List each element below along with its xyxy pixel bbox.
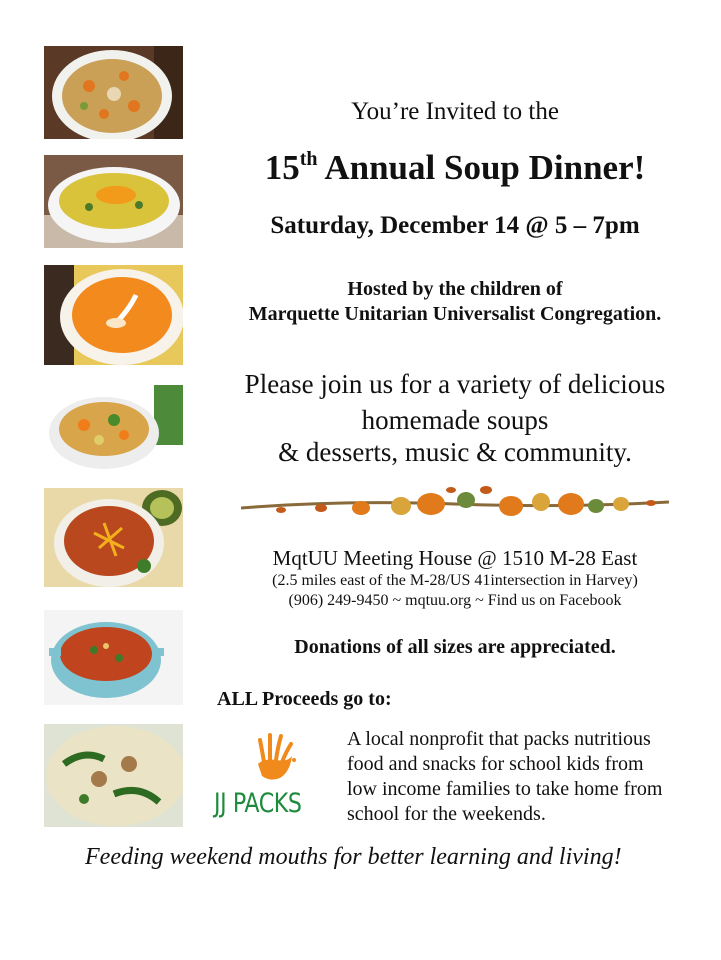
hand-icon bbox=[254, 732, 298, 784]
title-ordinal-suffix: th bbox=[299, 148, 318, 170]
beneficiary-description-line-3: low income families to take home from bbox=[347, 778, 663, 800]
event-title bbox=[200, 148, 710, 188]
soup-photo-broccoli-cheddar bbox=[44, 155, 183, 248]
soup-photo-tortilla bbox=[44, 488, 183, 587]
beneficiary-description-line-1: A local nonprofit that packs nutritious bbox=[347, 728, 651, 750]
host-line-1: Hosted by the children of bbox=[347, 278, 563, 300]
invite-line: You’re Invited to the bbox=[351, 98, 559, 125]
venue-directions: (2.5 miles east of the M-28/US 41intersection in Harvey) bbox=[272, 572, 638, 589]
contact-info: (906) 249-9450 ~ mqtuu.org ~ Find us on Facebook bbox=[288, 592, 622, 609]
soup-photo-vegetable bbox=[44, 385, 183, 472]
title-rest: Annual Soup Dinner! bbox=[324, 148, 646, 187]
venue-address: MqtUU Meeting House @ 1510 M-28 East bbox=[272, 546, 638, 570]
title-ordinal-number: 15 bbox=[264, 148, 300, 187]
autumn-garland-divider bbox=[241, 478, 669, 530]
join-line-1: Please join us for a variety of delicious bbox=[244, 369, 666, 399]
jj-packs-logo bbox=[210, 728, 340, 828]
event-date: Saturday, December 14 @ 5 – 7pm bbox=[270, 212, 640, 239]
beneficiary-description-line-2: food and snacks for school kids from bbox=[347, 753, 644, 775]
soup-photo-chicken-noodle bbox=[44, 46, 183, 139]
jj-packs-logo-text: JJ PACKS bbox=[214, 788, 302, 819]
beneficiary-description-line-4: school for the weekends. bbox=[347, 803, 546, 825]
soup-photo-creamy-meatball bbox=[44, 724, 183, 827]
join-line-3: & desserts, music & community. bbox=[278, 437, 632, 467]
proceeds-label: ALL Proceeds go to: bbox=[217, 688, 392, 710]
tagline: Feeding weekend mouths for better learning and living! bbox=[85, 844, 622, 870]
soup-photo-butternut-squash bbox=[44, 265, 183, 365]
donations-note: Donations of all sizes are appreciated. bbox=[294, 636, 616, 658]
host-line-2: Marquette Unitarian Universalist Congregation. bbox=[248, 303, 662, 325]
soup-photo-minestrone bbox=[44, 610, 183, 705]
join-line-2: homemade soups bbox=[361, 405, 549, 435]
